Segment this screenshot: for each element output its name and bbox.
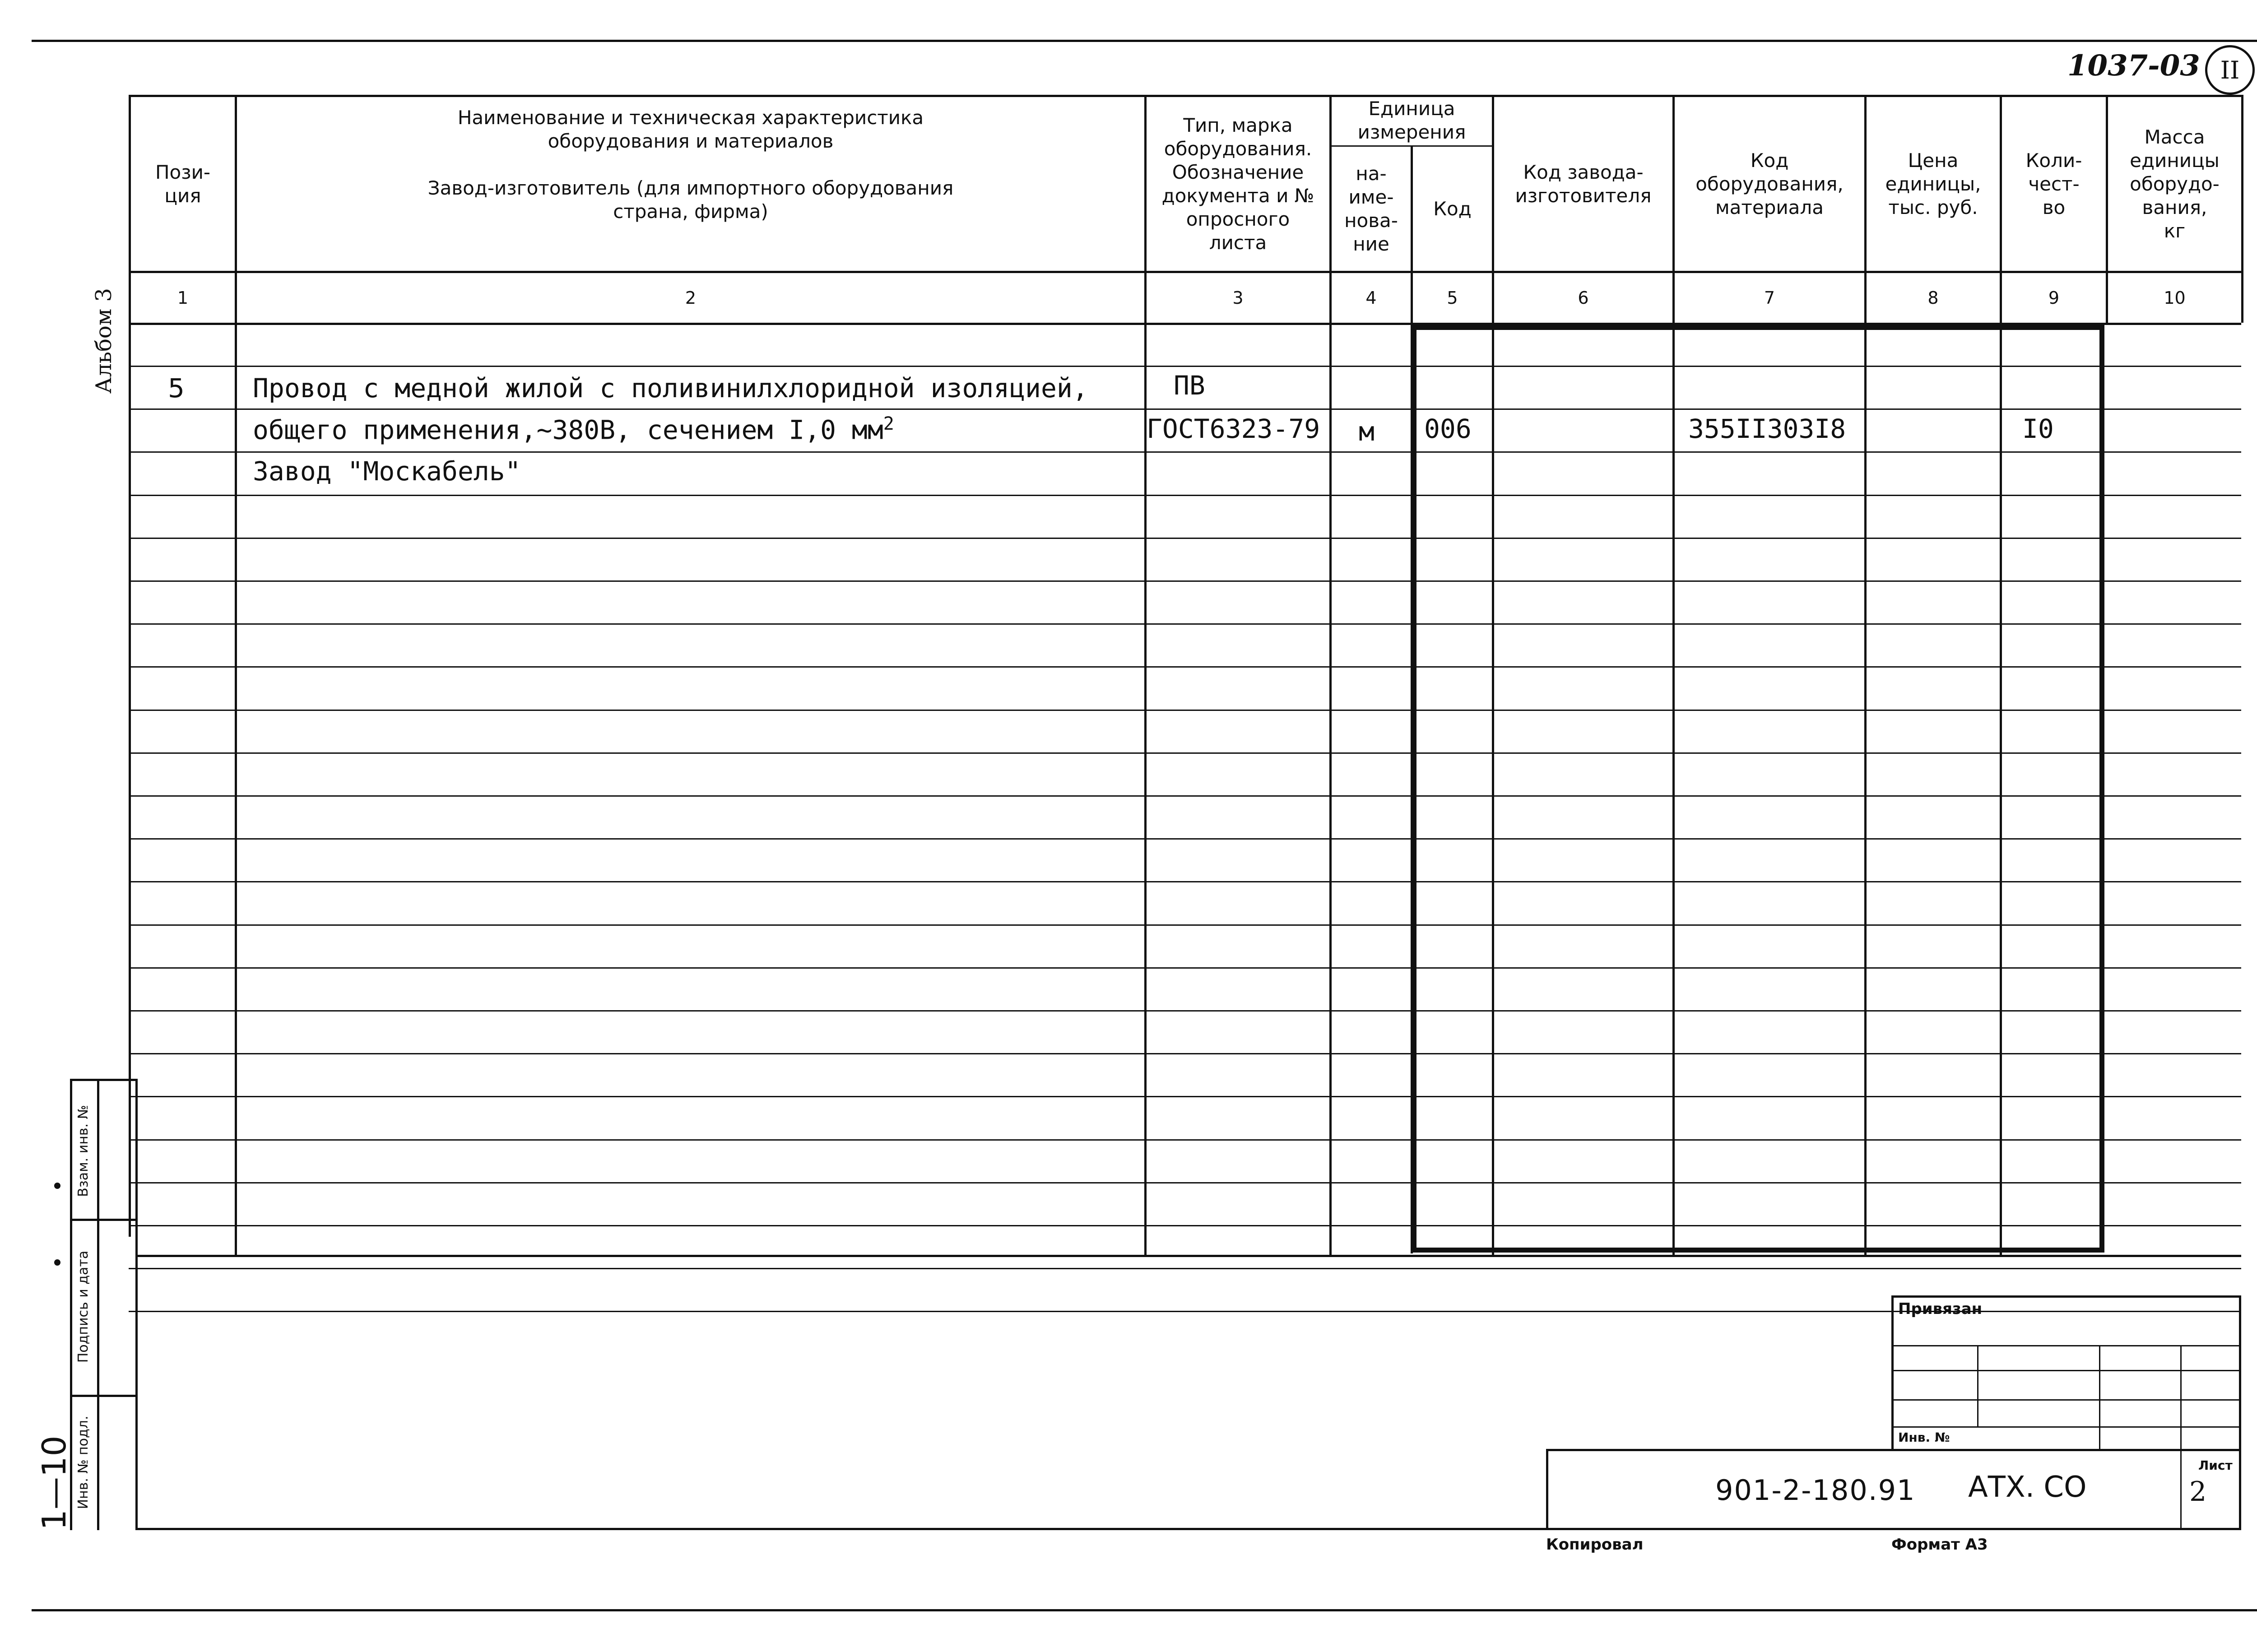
colnum-10: 10 xyxy=(2164,288,2186,308)
header-mass: Масса единицы оборудо- вания, кг xyxy=(2130,125,2220,242)
top-border xyxy=(32,40,2257,42)
margin-mark-2 xyxy=(54,1259,60,1266)
header-material-code: Код оборудования, материала xyxy=(1695,149,1844,218)
stamp-inv-label: Инв. № xyxy=(1898,1430,1950,1445)
sheet-circle xyxy=(2205,45,2255,95)
stamp-main-left xyxy=(1546,1449,1548,1528)
stamp-row3 xyxy=(1891,1399,2241,1401)
stamp-main-top xyxy=(1546,1449,2241,1451)
stamp-right xyxy=(2239,1295,2241,1530)
header-price: Цена единицы, тыс. руб. xyxy=(1885,149,1981,218)
left-stamp-inner xyxy=(97,1079,99,1530)
row1-position: 5 xyxy=(168,373,185,404)
colnum-8: 8 xyxy=(1927,288,1939,308)
stamp-row1 xyxy=(1891,1345,2241,1346)
col-line-1 xyxy=(235,95,237,1255)
table-row-line xyxy=(129,1268,2241,1269)
colnum-9: 9 xyxy=(2048,288,2060,308)
designation: 901-2-180.91 xyxy=(1715,1474,1916,1507)
stamp-row2 xyxy=(1891,1370,2241,1371)
row2-name-text: общего применения,~380В, сечением I,0 мм xyxy=(253,414,883,445)
row1-type: ПВ xyxy=(1174,370,1205,401)
kopiroval-label: Копировал xyxy=(1546,1536,1644,1554)
table-bottom-line xyxy=(135,1255,2241,1257)
row2-type: ГОСТ6323-79 xyxy=(1147,413,1320,444)
colnum-6: 6 xyxy=(1578,288,1589,308)
sheet-marker: 1—10 xyxy=(35,1435,73,1530)
privyazan-label: Привязан xyxy=(1898,1300,1983,1318)
header-quantity: Коли- чест- во xyxy=(2025,149,2082,218)
stamp-left xyxy=(1891,1295,1894,1451)
sheet-circle-label: II xyxy=(2220,56,2240,84)
colnum-5: 5 xyxy=(1447,288,1458,308)
header-factory-code: Код завода- изготовителя xyxy=(1515,161,1652,207)
colnum-3: 3 xyxy=(1232,288,1244,308)
vzam-inv-label: Взам. инв. № xyxy=(75,1105,91,1197)
inv-podl-label: Инв. № подл. xyxy=(75,1415,91,1509)
header-type: Тип, марка оборудования. Обозначение документа и № опросного листа xyxy=(1161,114,1314,254)
header-bottom-line xyxy=(129,271,2241,273)
header-name: Наименование и техническая характеристика оборудования и материалов Завод-изготовитель (для импортного оборудования страна, фирма) xyxy=(427,107,954,223)
album-label: Альбом 3 xyxy=(91,288,116,394)
colnum-4: 4 xyxy=(1365,288,1377,308)
row2-code: 006 xyxy=(1424,413,1472,444)
header-unit-code: Код xyxy=(1433,197,1472,220)
list-value: 2 xyxy=(2189,1476,2207,1508)
header-position: Пози- ция xyxy=(155,161,211,207)
podpis-data-label: Подпись и дата xyxy=(75,1250,91,1363)
stamp-col3 xyxy=(2180,1345,2182,1528)
row2-material-code: 355II303I8 xyxy=(1688,413,1846,444)
row1-name: Провод с медной жилой с поливинилхлоридной изоляцией, xyxy=(253,373,1088,404)
header-unit-name: на- име- нова- ние xyxy=(1344,162,1398,255)
stamp-top xyxy=(1891,1295,2241,1298)
stamp-row4 xyxy=(1891,1426,2241,1428)
document-number: 1037-03 xyxy=(2067,49,2200,83)
row2-name-sup: 2 xyxy=(883,413,894,434)
row2-unit: м xyxy=(1359,416,1375,447)
header-unit-group: Единица измерения xyxy=(1357,97,1466,143)
left-stamp-right xyxy=(135,1079,138,1530)
list-label: Лист xyxy=(2198,1458,2233,1473)
row2-quantity: I0 xyxy=(2022,413,2054,444)
colnum-1: 1 xyxy=(177,288,189,308)
colnum-2: 2 xyxy=(685,288,697,308)
bottom-border xyxy=(32,1609,2257,1611)
left-stamp-top xyxy=(70,1079,135,1081)
format-label: Формат А3 xyxy=(1891,1536,1988,1554)
highlight-frame xyxy=(1412,325,2104,1253)
colnum-7: 7 xyxy=(1764,288,1775,308)
col-line-10 xyxy=(2241,95,2243,323)
left-stamp-sep1 xyxy=(70,1219,135,1221)
margin-mark-1 xyxy=(54,1183,60,1189)
stamp-col2 xyxy=(2099,1345,2100,1449)
document-code: АТХ. СО xyxy=(1968,1471,2087,1504)
row3-name: Завод "Москабель" xyxy=(253,456,521,487)
row2-name xyxy=(253,413,894,445)
stamp-bottom xyxy=(135,1528,2241,1530)
stamp-col1 xyxy=(1977,1345,1978,1426)
